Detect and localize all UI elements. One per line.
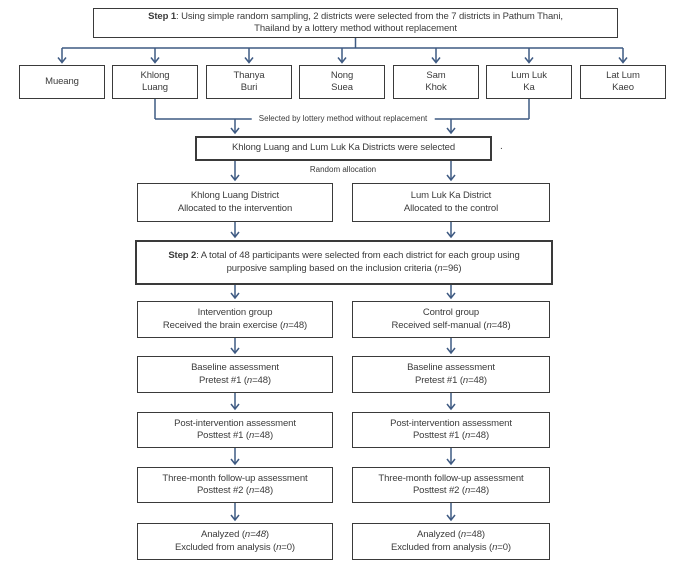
connector-allocation-to-step2 (231, 222, 455, 237)
connector-posttest1-to-posttest2 (231, 448, 455, 464)
district-box-thanya-buri: Thanya Buri (206, 65, 292, 99)
analyzed-left-box: Analyzed (n=48) Excluded from analysis (n=0) (137, 523, 333, 560)
followup-right-box: Three-month follow-up assessment Posttest #2 (n=48) (352, 467, 550, 503)
district-box-lum-luk-ka: Lum Luk Ka (486, 65, 572, 99)
post-intervention-right-box: Post-intervention assessment Posttest #1 (n=48) (352, 412, 550, 448)
control-group-box: Control group Received self-manual (n=48) (352, 301, 550, 338)
connector-posttest2-to-analyzed (231, 503, 455, 520)
selected-districts-box: Khlong Luang and Lum Luk Ka Districts were selected (195, 136, 492, 161)
baseline-assessment-left-box: Baseline assessment Pretest #1 (n=48) (137, 356, 333, 393)
district-box-nong-suea: Nong Suea (299, 65, 385, 99)
analyzed-right-box: Analyzed (n=48) Excluded from analysis (n=0) (352, 523, 550, 560)
allocation-intervention-box: Khlong Luang District Allocated to the intervention (137, 183, 333, 222)
connector-step2-to-groups (231, 285, 455, 298)
allocation-control-box: Lum Luk Ka District Allocated to the control (352, 183, 550, 222)
district-box-lat-lum-kaeo: Lat Lum Kaeo (580, 65, 666, 99)
connector-groups-to-baseline (231, 338, 455, 353)
step2-box: Step 2: A total of 48 participants were selected from each district for each group using purposive sampling based on the inclusion criteria (n=96) (135, 240, 553, 285)
district-box-mueang: Mueang (19, 65, 105, 99)
district-box-khlong-luang: Khlong Luang (112, 65, 198, 99)
connector-step1-to-districts (58, 38, 627, 63)
district-box-sam-khok: Sam Khok (393, 65, 479, 99)
step1-box: Step 1: Using simple random sampling, 2 districts were selected from the 7 districts in Pathum Thani, Thailand by a lottery method without replacement (93, 8, 618, 38)
connector-baseline-to-posttest1 (231, 393, 455, 409)
random-allocation-label: Random allocation (303, 165, 383, 175)
intervention-group-box: Intervention group Received the brain exercise (n=48) (137, 301, 333, 338)
followup-left-box: Three-month follow-up assessment Posttest #2 (n=48) (137, 467, 333, 503)
lottery-method-label: Selected by lottery method without replacement (252, 114, 435, 124)
post-intervention-left-box: Post-intervention assessment Posttest #1 (n=48) (137, 412, 333, 448)
baseline-assessment-right-box: Baseline assessment Pretest #1 (n=48) (352, 356, 550, 393)
stray-period: . (500, 141, 503, 152)
